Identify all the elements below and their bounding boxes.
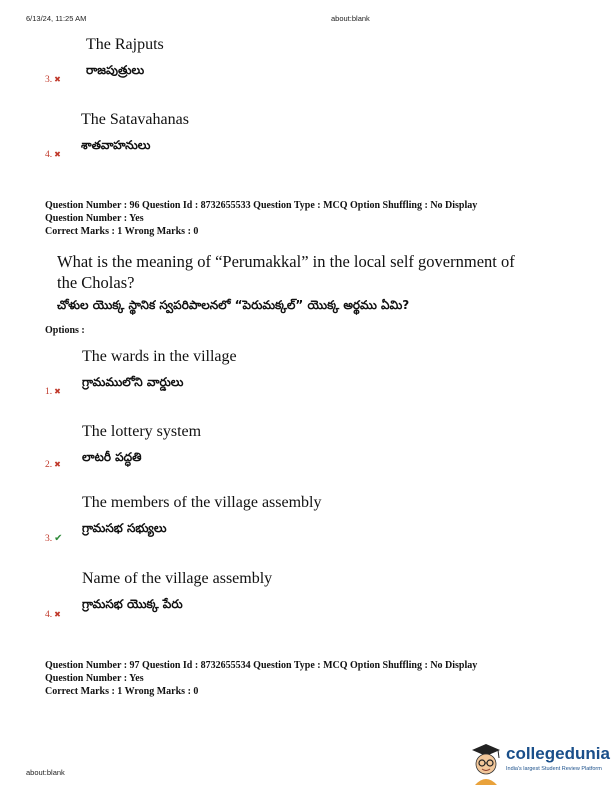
- logo-wordmark: collegedunia: [506, 744, 610, 763]
- prev-option-3-number: [45, 75, 61, 85]
- prev-option-4-english: The Satavahanas: [81, 111, 189, 128]
- q96-option-1-english: The wards in the village: [82, 348, 237, 365]
- q96-option-1-number: [45, 387, 61, 397]
- q97-meta-line1: Question Number : 97 Question Id : 8732655534 Question Type : MCQ Option Shuffling : No Display: [45, 660, 478, 671]
- q96-option-2-english: The lottery system: [82, 423, 202, 440]
- print-timestamp: 6/13/24, 11:25 AM: [26, 14, 87, 23]
- cross-icon: ✖: [54, 150, 61, 159]
- q96-option-2-number: [45, 460, 61, 470]
- q96-option-4-english: Name of the village assembly: [82, 570, 273, 587]
- prev-option-3-english: The Rajputs: [86, 36, 164, 53]
- q96-question-line1: What is the meaning of “Perumakkal” in the local self government of: [57, 252, 515, 271]
- q96-question-english: [57, 251, 567, 293]
- q96-option-3-number: [45, 533, 63, 544]
- cross-icon: ✖: [54, 610, 61, 619]
- q96-option-4-telugu: గ్రామసభ యొక్క పేరు: [82, 597, 183, 611]
- print-footer-url: about:blank: [26, 768, 65, 777]
- q96-option-3-telugu: గ్రామసభ సభ్యులు: [82, 521, 167, 535]
- q96-question-telugu: చోళుల యొక్క స్థానిక స్వపరిపాలనలో “పెరుమక్కల్” యొక్క అర్థము ఏమి?: [57, 298, 410, 312]
- check-icon: ✔: [54, 533, 63, 544]
- collegedunia-logo: [468, 741, 608, 787]
- cross-icon: ✖: [54, 75, 61, 84]
- option-number: 2.: [45, 460, 53, 470]
- option-number: 1.: [45, 387, 53, 397]
- q96-meta-line2: Question Number : Yes: [45, 213, 144, 224]
- q96-meta-line1: Question Number : 96 Question Id : 8732655533 Question Type : MCQ Option Shuffling : No Display: [45, 200, 478, 211]
- mascot-icon: [468, 741, 504, 787]
- print-page-title: about:blank: [331, 14, 370, 23]
- option-number: 3.: [45, 534, 53, 544]
- prev-option-4-telugu: శాతవాహనులు: [81, 138, 151, 152]
- q97-meta-line3: Correct Marks : 1 Wrong Marks : 0: [45, 686, 199, 697]
- options-label: Options :: [45, 325, 85, 336]
- prev-option-4-number: [45, 150, 61, 160]
- cross-icon: ✖: [54, 460, 61, 469]
- q96-option-4-number: [45, 610, 61, 620]
- logo-tagline: India's largest Student Review Platform: [506, 766, 602, 772]
- q97-meta: [45, 659, 477, 698]
- q96-option-1-telugu: గ్రామములోని వార్డులు: [82, 375, 184, 389]
- q96-option-3-english: The members of the village assembly: [82, 494, 322, 511]
- q97-meta-line2: Question Number : Yes: [45, 673, 144, 684]
- q96-meta: [45, 199, 477, 238]
- option-number: 3.: [45, 75, 53, 85]
- cross-icon: ✖: [54, 387, 61, 396]
- q96-option-2-telugu: లాటరీ పద్ధతి: [82, 450, 142, 464]
- prev-option-3-telugu: రాజపుత్రులు: [86, 63, 145, 77]
- q96-question-line2: the Cholas?: [57, 273, 135, 292]
- option-number: 4.: [45, 150, 53, 160]
- option-number: 4.: [45, 610, 53, 620]
- q96-meta-line3: Correct Marks : 1 Wrong Marks : 0: [45, 226, 199, 237]
